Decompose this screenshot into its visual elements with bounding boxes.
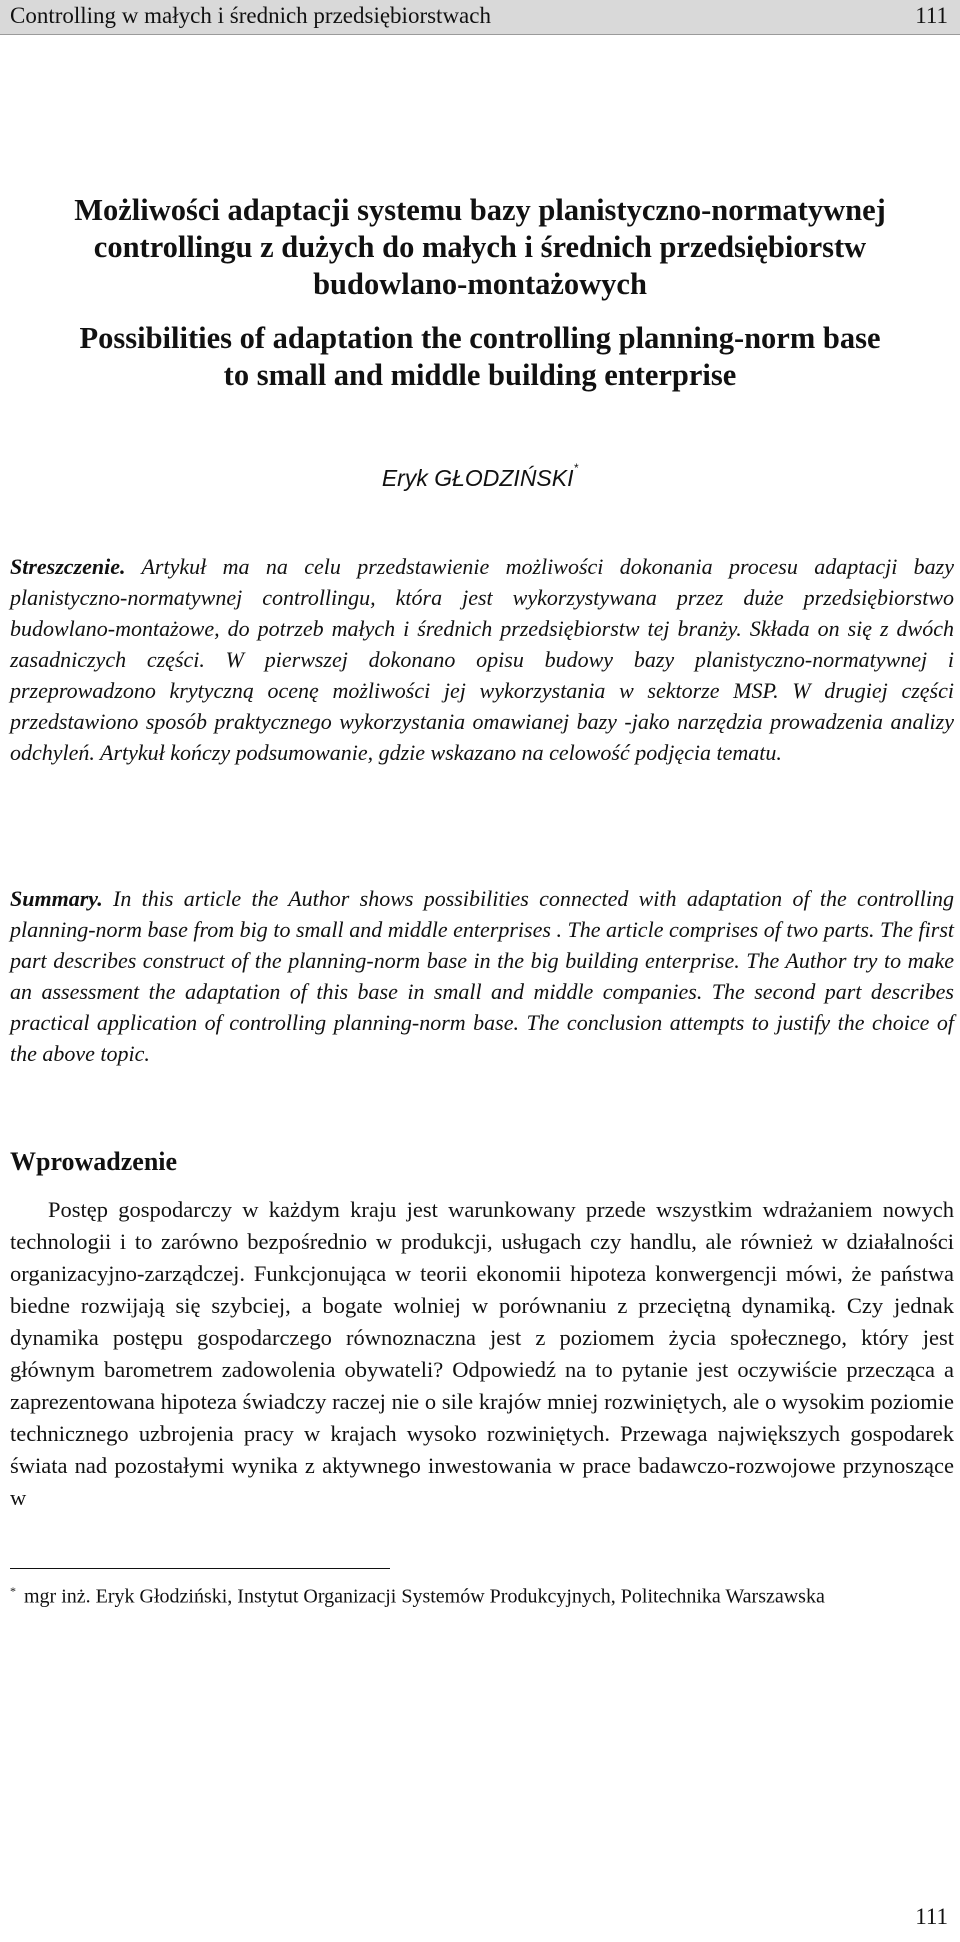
title-english (0, 320, 960, 394)
abstract-pl-text: Artykuł ma na celu przedstawienie możliwości dokonania procesu adaptacji bazy planistyczno-normatywnej controllingu, która jest wykorzystywana przez duże przedsiębiorstwo budowlano-montażowe, do potrzeb małych i średnich przedsiębiorstw tej branży. Składa on się z dwóch zasadniczych części. W pierwszej dokonano opisu budowy bazy planistyczno-normatywnej i przeprowadzono krytyczną ocenę możliwości jej wykorzystania w sektorze MSP. W drugiej części przedstawiono sposób praktycznego wykorzystania omawianej bazy -jako narzędzia prowadzenia analizy odchyleń. Artykuł kończy podsumowanie, gdzie wskazano na celowość podjęcia tematu. (10, 554, 955, 765)
title-pl-line-2: controllingu z dużych do małych i średnich przedsiębiorstw (93, 230, 867, 264)
body-paragraph: Postęp gospodarczy w każdym kraju jest warunkowany przede wszystkim wdrażaniem nowych technologii i to zarówno bezpośrednio w produkcji, usługach czy handlu, ale również w działalności organizacyjno-zarządczej. Funkcjonująca w teorii ekonomii hipoteza konwergencji mówi, że państwa biedne rozwijają się szybciej, a bogate wolniej w porównaniu z przeciętną dynamiką. Czy jednak dynamika postępu gospodarczego równoznaczna jest z poziomem życia społecznego, który jest głównym barometrem zadowolenia obywateli? Odpowiedź na to pytanie jest oczywiście przecząca a zaprezentowana hipoteza świadczy raczej nie o sile krajów mniej rozwiniętych, ale o wysokim poziomie technicznego uzbrojenia pracy w krajach wysoko rozwiniętych. Przewaga największych gospodarek świata nad pozostałymi wynika z aktywnego inwestowania w prace badawczo-rozwojowe przynoszące w (10, 1197, 954, 1510)
title-polish (0, 192, 960, 303)
footnote-divider (10, 1568, 390, 1569)
page-number: 111 (915, 1904, 948, 1929)
title-pl-line-1: Możliwości adaptacji systemu bazy planistyczno-normatywnej (74, 193, 886, 227)
footnote-text: mgr inż. Eryk Głodziński, Instytut Organizacji Systemów Produkcyjnych, Politechnika Warszawska (24, 1585, 825, 1608)
title-pl-line-3: budowlano-montażowych (313, 267, 647, 301)
article-titles (0, 192, 960, 394)
author-line (0, 461, 960, 492)
abstract-english (10, 883, 954, 1069)
author-footnote-mark: * (573, 461, 579, 475)
section-heading: Wprowadzenie (10, 1147, 178, 1176)
footnote-mark: * (10, 1584, 16, 1598)
running-head (0, 0, 960, 35)
abstract-en-lead: Summary. (10, 886, 103, 911)
footnote (10, 1578, 870, 1611)
abstract-polish (10, 551, 954, 768)
title-en-line-2: to small and middle building enterprise (223, 358, 737, 392)
author-name: Eryk GŁODZIŃSKI (381, 465, 574, 491)
running-head-page: 111 (915, 3, 948, 28)
title-en-line-1: Possibilities of adaptation the controlling planning-norm base (79, 321, 881, 355)
abstract-pl-lead: Streszczenie. (10, 554, 126, 579)
running-head-title: Controlling w małych i średnich przedsiębiorstwach (10, 3, 491, 28)
abstract-en-text: In this article the Author shows possibilities connected with adaptation of the controlling planning-norm base from big to small and middle enterprises . The article comprises of two parts. The first part describes construct of the planning-norm base in the big building enterprise. The Author try to make an assessment the adaptation of this base in small and middle companies. The second part describes practical application of controlling planning-norm base. The conclusion attempts to justify the choice of the above topic. (10, 886, 955, 1066)
